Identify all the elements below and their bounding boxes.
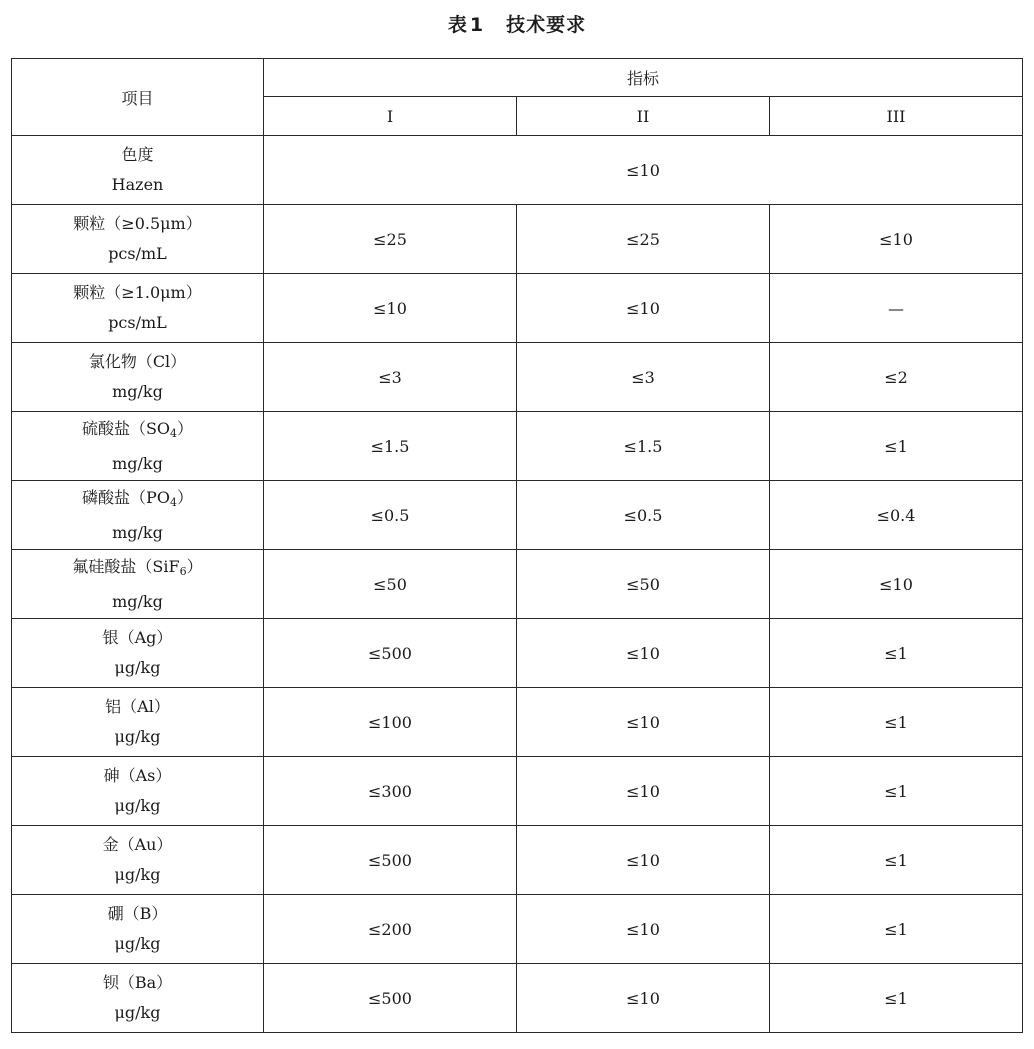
item-cell xyxy=(12,757,264,826)
item-name: 铝（Al） xyxy=(105,697,170,716)
header-grade-cell: III xyxy=(770,97,1023,136)
item-unit: μg/kg xyxy=(114,658,161,677)
value-cell: ≤10 xyxy=(517,826,770,895)
value-cell: ≤25 xyxy=(517,205,770,274)
value-cell: ≤1 xyxy=(770,757,1023,826)
item-name: 砷（As） xyxy=(103,766,172,785)
value-cell: ≤0.5 xyxy=(264,481,517,550)
value-cell: ≤10 xyxy=(517,274,770,343)
value-cell: ≤50 xyxy=(264,550,517,619)
value-cell: ≤1 xyxy=(770,688,1023,757)
value-cell: ≤50 xyxy=(517,550,770,619)
item-unit: mg/kg xyxy=(112,382,163,401)
table-row xyxy=(12,205,1023,274)
item-cell xyxy=(12,274,264,343)
value-cell: ≤10 xyxy=(517,757,770,826)
item-unit: μg/kg xyxy=(114,796,161,815)
table-row xyxy=(12,688,1023,757)
item-cell xyxy=(12,136,264,205)
item-name: 硼（B） xyxy=(107,904,168,923)
table-row xyxy=(12,964,1023,1033)
item-unit: mg/kg xyxy=(112,591,163,611)
header-grade-cell: I xyxy=(264,97,517,136)
table-row xyxy=(12,826,1023,895)
header-row-1 xyxy=(12,59,1023,97)
value-cell: ≤10 xyxy=(517,895,770,964)
value-cell: ≤10 xyxy=(264,136,1023,205)
item-cell xyxy=(12,550,264,619)
value-cell: ≤500 xyxy=(264,964,517,1033)
value-cell: ≤0.4 xyxy=(770,481,1023,550)
item-unit: μg/kg xyxy=(114,865,161,884)
item-unit: pcs/mL xyxy=(108,313,167,332)
value-cell: ≤10 xyxy=(264,274,517,343)
table-row xyxy=(12,343,1023,412)
table-row xyxy=(12,274,1023,343)
table-row xyxy=(12,550,1023,619)
item-unit: μg/kg xyxy=(114,727,161,746)
value-cell: ≤1 xyxy=(770,826,1023,895)
value-cell: ≤10 xyxy=(517,619,770,688)
table-row xyxy=(12,481,1023,550)
value-cell: ≤10 xyxy=(770,205,1023,274)
table-title-label: 表 xyxy=(447,14,468,36)
item-name: 氯化物（Cl） xyxy=(88,352,187,371)
item-cell xyxy=(12,826,264,895)
value-cell: ≤1 xyxy=(770,412,1023,481)
value-cell: — xyxy=(770,274,1023,343)
value-cell: ≤1 xyxy=(770,964,1023,1033)
item-name: 颗粒（≥1.0μm） xyxy=(73,283,202,302)
item-name: 色度 xyxy=(121,145,154,164)
item-unit: mg/kg xyxy=(112,522,163,542)
item-name: 钡（Ba） xyxy=(102,973,173,992)
value-cell: ≤1.5 xyxy=(517,412,770,481)
item-unit: mg/kg xyxy=(112,453,163,473)
value-cell: ≤10 xyxy=(517,964,770,1033)
item-cell xyxy=(12,205,264,274)
item-cell xyxy=(12,619,264,688)
value-cell: ≤200 xyxy=(264,895,517,964)
item-cell xyxy=(12,412,264,481)
table-row xyxy=(12,412,1023,481)
item-name: 氟硅酸盐（SiF$_6$） xyxy=(72,556,203,578)
value-cell: ≤0.5 xyxy=(517,481,770,550)
table-title xyxy=(0,10,1034,37)
item-name: 颗粒（≥0.5μm） xyxy=(73,214,202,233)
header-index-cell: 指标 xyxy=(264,59,1023,97)
item-unit: pcs/mL xyxy=(108,244,167,263)
value-cell: ≤500 xyxy=(264,619,517,688)
item-name: 金（Au） xyxy=(102,835,173,854)
item-cell xyxy=(12,688,264,757)
value-cell: ≤100 xyxy=(264,688,517,757)
item-cell xyxy=(12,481,264,550)
item-unit: μg/kg xyxy=(114,1003,161,1022)
value-cell: ≤10 xyxy=(770,550,1023,619)
item-cell xyxy=(12,964,264,1033)
technical-requirements-table xyxy=(11,58,1023,1033)
item-unit: Hazen xyxy=(111,175,164,194)
value-cell: ≤10 xyxy=(517,688,770,757)
value-cell: ≤300 xyxy=(264,757,517,826)
item-cell xyxy=(12,895,264,964)
item-name: 磷酸盐$(PO_4)$ xyxy=(82,487,193,509)
value-cell: ≤1 xyxy=(770,895,1023,964)
value-cell: ≤3 xyxy=(517,343,770,412)
value-cell: ≤25 xyxy=(264,205,517,274)
value-cell: ≤2 xyxy=(770,343,1023,412)
table-row xyxy=(12,895,1023,964)
table-title-text: 技术要求 xyxy=(506,14,587,36)
item-unit: μg/kg xyxy=(114,934,161,953)
table-row xyxy=(12,136,1023,205)
table-title-number: 1 xyxy=(469,14,485,36)
value-cell: ≤1.5 xyxy=(264,412,517,481)
table-row xyxy=(12,619,1023,688)
item-name: 银（Ag） xyxy=(102,628,173,647)
header-grade-cell: II xyxy=(517,97,770,136)
value-cell: ≤500 xyxy=(264,826,517,895)
item-cell xyxy=(12,343,264,412)
value-cell: ≤1 xyxy=(770,619,1023,688)
table-row xyxy=(12,757,1023,826)
value-cell: ≤3 xyxy=(264,343,517,412)
header-item-cell: 项目 xyxy=(12,59,264,136)
item-name: 硫酸盐$(SO_4)$ xyxy=(81,418,194,440)
